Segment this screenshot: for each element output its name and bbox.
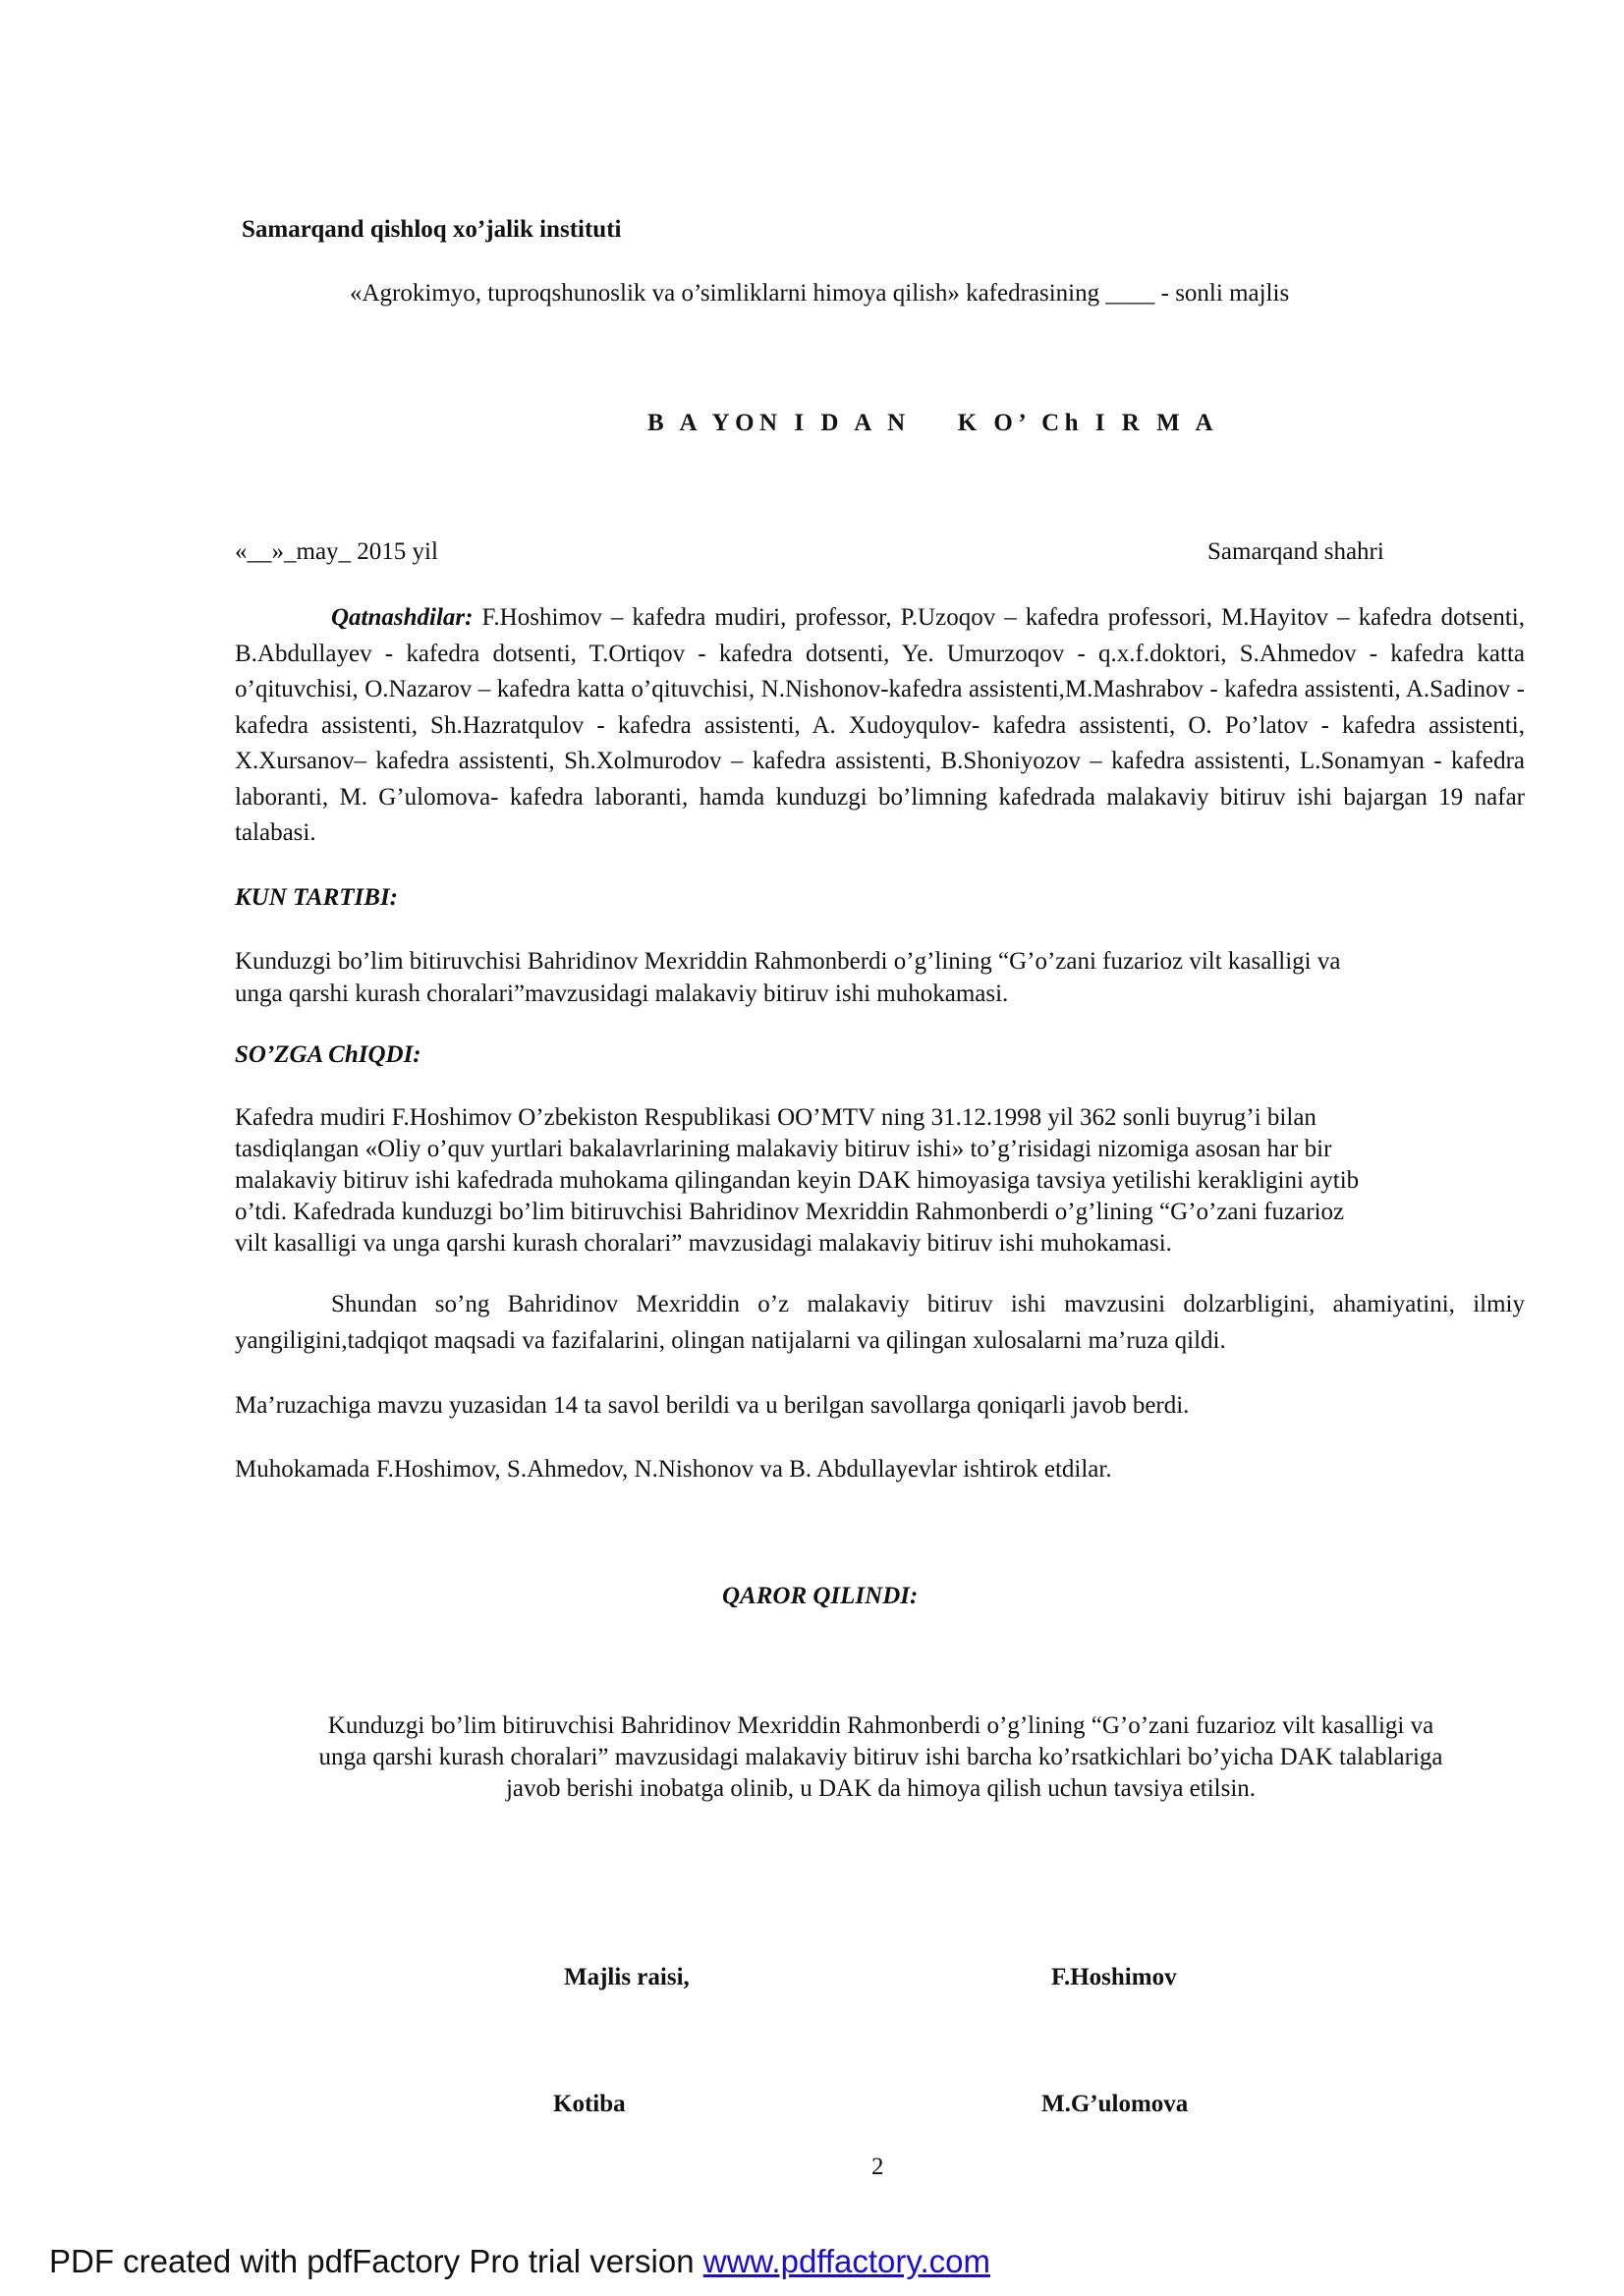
attendees-paragraph [235,600,1525,852]
footer-link[interactable]: www.pdffactory.com [702,2243,990,2279]
pdf-footer [49,2243,990,2280]
page-number: 2 [871,2154,884,2180]
decision-line: javob berishi inobatga olinib, u DAK da himoya qilish uchun tavsiya etilsin. [505,1775,1257,1802]
secretary-label: Kotiba [553,2091,626,2117]
agenda-line-1: Kunduzgi bo’lim bitiruvchisi Bahridinov Mexriddin Rahmonberdi o’g’lining “G’o’zani fuzarioz vilt kasalligi va [235,948,1341,975]
footer-text: PDF created with pdfFactory Pro trial version [49,2243,703,2279]
institute-name: Samarqand qishloq xo’jalik instituti [242,216,622,243]
speech-p1-line: o’tdi. Kafedrada kunduzgi bo’lim bitiruvchisi Bahridinov Mexriddin Rahmonberdi o’g’lining “G’o’zani fuzarioz [235,1199,1345,1225]
speech-p1-line: tasdiqlangan «Oliy o’quv yurtlari bakalavrlarining malakaviy bitiruv ishi» to’g’risidagi nizomiga asosan har bir [235,1136,1332,1162]
title-part-1: B A YON I D A N [647,410,911,436]
agenda-heading: KUN TARTIBI: [235,884,399,911]
meeting-place: Samarqand shahri [1207,538,1384,565]
speech-p1-line: vilt kasalligi va unga qarshi kurash choralari” mavzusidagi malakaviy bitiruv ishi muhokamasi. [235,1230,1172,1257]
title-part-2: K O’ Ch I R M A [957,410,1219,436]
chair-name: F.Hoshimov [1051,1964,1177,1990]
speech-paragraph-1 [235,1102,1359,1260]
chair-label: Majlis raisi, [564,1964,690,1990]
decision-line: Kunduzgi bo’lim bitiruvchisi Bahridinov Mexriddin Rahmonberdi o’g’lining “G’o’zani fuzarioz vilt kasalligi va [327,1712,1434,1739]
speech-p1-line: Kafedra mudiri F.Hoshimov O’zbekiston Respublikasi OO’MTV ning 31.12.1998 yil 362 sonli buyrug’i bilan [235,1104,1316,1131]
attendees-text: F.Hoshimov – kafedra mudiri, professor, P.Uzoqov – kafedra professori, M.Hayitov – kafedra dotsenti, B.Abdullayev - kafedra dotsenti, T.Ortiqov - kafedra dotsenti, Ye. Umurzoqov - q.x.f.doktori, S.Ahmedov - kafedra katta o’qituvchisi, O.Nazarov – kafedra katta o’qituvchisi, N.Nishonov-kafedra assistenti,M.Mashrabov - kafedra assistenti, A.Sadinov - kafedra assistenti, Sh.Hazratqulov - kafedra assistenti, A. Xudoyqulov- kafedra assistenti, O. Po’latov - kafedra assistenti, X.Xursanov– kafedra assistenti, Sh.Xolmurodov – kafedra assistenti, B.Shoniyozov – kafedra assistenti, L.Sonamyan - kafedra laboranti, M. G’ulomova- kafedra laboranti, hamda kunduzgi bo’limning kafedrada malakaviy bitiruv ishi bajargan 19 nafar talabasi. [235,604,1526,846]
speech-paragraph-4: Muhokamada F.Hoshimov, S.Ahmedov, N.Nishonov va B. Abdullayevlar ishtirok etdilar. [235,1456,1112,1483]
department-line: «Agrokimyo, tuproqshunoslik va o’simliklarni himoya qilish» kafedrasining ____ - sonli majlis [350,280,1290,307]
meeting-date: «__»_may_ 2015 yil [235,538,438,565]
attendees-label: Qatnashdilar: [331,604,474,631]
speech-heading: SO’ZGA ChIQDI: [235,1041,421,1068]
speech-paragraph-2: Shundan so’ng Bahridinov Mexriddin o’z malakaviy bitiruv ishi mavzusini dolzarbligini, ahamiyatini, ilmiy yangiligini,tadqiqot maqsadi va fazifalarini, olingan natijalarni va qilingan xulosalarni ma’ruza qildi. [235,1291,1525,1354]
secretary-name: M.G’ulomova [1041,2091,1189,2117]
decision-heading: QAROR QILINDI: [722,1583,919,1609]
document-title [647,410,1218,437]
speech-p1-line: malakaviy bitiruv ishi kafedrada muhokama qilingandan keyin DAK himoyasiga tavsiya yetilishi kerakligini aytib [235,1167,1360,1194]
agenda-line-2: unga qarshi kurash choralari”mavzusidagi malakaviy bitiruv ishi muhokamasi. [235,980,1009,1007]
decision-line: unga qarshi kurash choralari” mavzusidagi malakaviy bitiruv ishi barcha ko’rsatkichlari bo’yicha DAK talablariga [318,1744,1443,1770]
speech-paragraph-3: Ma’ruzachiga mavzu yuzasidan 14 ta savol berildi va u berilgan savollarga qoniqarli javob berdi. [235,1392,1190,1419]
decision-paragraph [196,1710,1565,1805]
